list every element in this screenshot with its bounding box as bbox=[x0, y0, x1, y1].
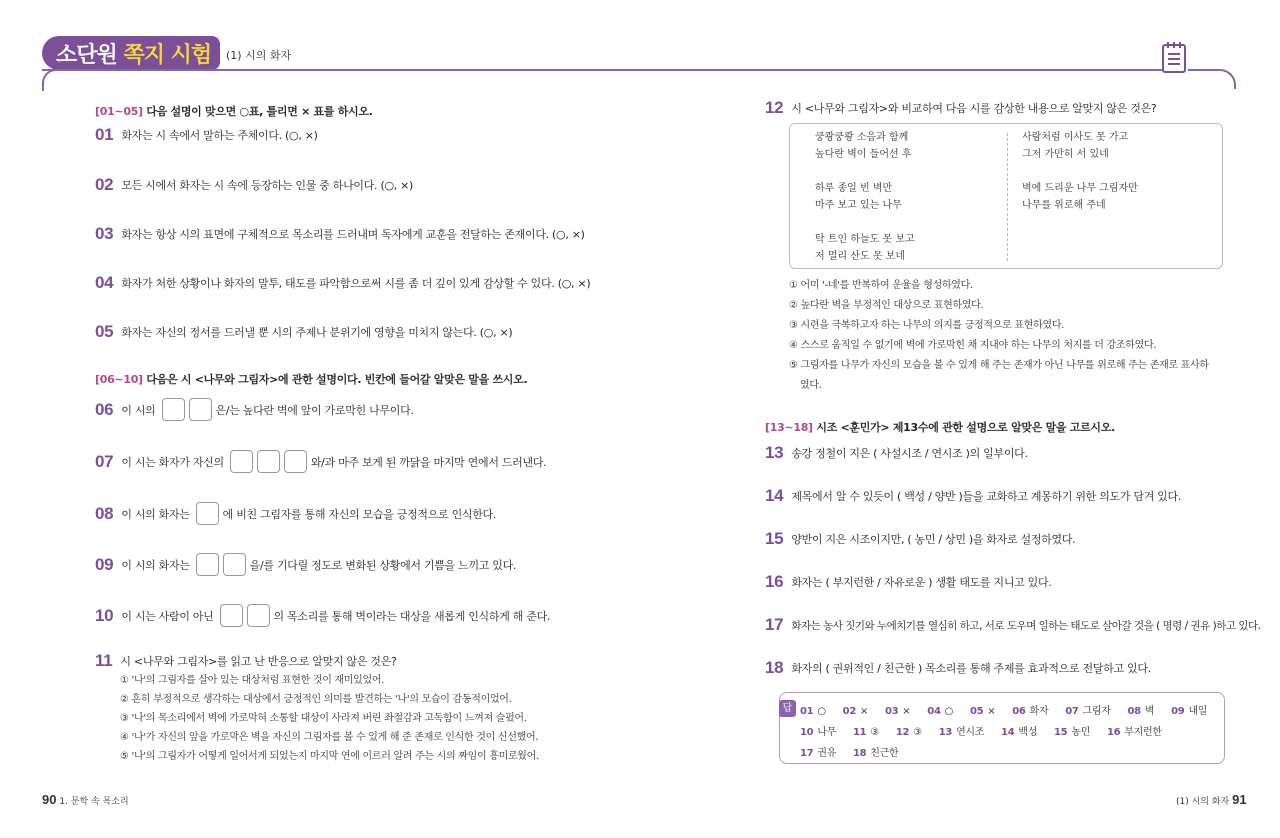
option[interactable]: ③ '나'의 목소리에서 벽에 가로막혀 소통할 대상이 사라져 버린 좌절감과 고독함이 느껴져 슬펐어. bbox=[120, 713, 527, 724]
option[interactable]: ④ 스스로 움직일 수 없기에 벽에 가로막힌 채 지내야 하는 나무의 처지를 더 강조하였다. bbox=[789, 340, 1157, 351]
footer-left bbox=[42, 792, 129, 807]
page-title: 소단원 쪽지 시험 bbox=[56, 43, 212, 68]
question-10: 10 이 시는 사람이 아닌 의 목소리를 통해 벽이라는 대상을 새롭게 인식하게 해 준다. bbox=[95, 604, 550, 627]
answer-blank[interactable] bbox=[223, 553, 246, 576]
footer-right bbox=[1176, 792, 1247, 807]
header-rule bbox=[42, 69, 1164, 71]
question-01: 01 화자는 시 속에서 말하는 주체이다. (○, ×) bbox=[95, 125, 318, 144]
option[interactable]: ① 어미 '-네'를 반복하여 운율을 형성하였다. bbox=[789, 280, 973, 291]
poem-line: 벽에 드리운 나무 그림자만 bbox=[1022, 183, 1138, 194]
page-number: 91 bbox=[1232, 792, 1247, 807]
answer-blank[interactable] bbox=[196, 502, 219, 525]
answer-blank[interactable] bbox=[189, 398, 212, 421]
question-12: 12 시 <나무와 그림자>와 비교하여 다음 시를 감상한 내용으로 알맞지 않은 것은? bbox=[765, 98, 1157, 117]
section-label: 1. 문학 속 목소리 bbox=[59, 797, 129, 807]
question-14: 14 제목에서 알 수 있듯이 ( 백성 / 양반 )들을 교화하고 계몽하기 위한 의도가 담겨 있다. bbox=[765, 486, 1182, 505]
answer-row-1: 01 ○ 02 × 03 × 04 ○ 05 × 06 화자 07 그림자 08 벽 09 내일 bbox=[800, 706, 1208, 717]
poem-line: 나무를 위로해 주네 bbox=[1022, 200, 1106, 211]
option[interactable]: ② 높다란 벽을 부정적인 대상으로 표현하였다. bbox=[789, 300, 984, 311]
instruction-13-18: [13~18] 시조 <훈민가> 제13수에 관한 설명으로 알맞은 말을 고르시오. bbox=[765, 421, 1115, 434]
poem-line: 높다란 벽이 들어선 후 bbox=[815, 149, 912, 160]
answer-blank[interactable] bbox=[284, 450, 307, 473]
question-03: 03 화자는 항상 시의 표면에 구체적으로 목소리를 드러내며 독자에게 교훈을 전달하는 존재이다. (○, ×) bbox=[95, 224, 585, 243]
poem-line: 사람처럼 이사도 못 가고 bbox=[1022, 132, 1129, 143]
option[interactable]: ① '나'의 그림자를 살아 있는 대상처럼 표현한 것이 재미있었어. bbox=[120, 675, 385, 686]
section-label: (1) 시의 화자 bbox=[1176, 797, 1230, 807]
poem-line: 쿵쾅쿵쾅 소음과 함께 bbox=[815, 132, 909, 143]
header-curve-right bbox=[1208, 69, 1236, 89]
question-02: 02 모든 시에서 화자는 시 속에 등장하는 인물 중 하나이다. (○, ×) bbox=[95, 175, 414, 194]
answer-row-2: 10 나무 11 ③ 12 ③ 13 연시조 14 백성 15 농민 16 부지런한 bbox=[800, 727, 1162, 738]
notepad-icon bbox=[1160, 40, 1188, 78]
question-11: 11 시 <나무와 그림자>를 읽고 난 반응으로 알맞지 않은 것은? bbox=[95, 651, 397, 670]
option[interactable]: ④ '나'가 자신의 앞을 가로막은 벽을 자신의 그림자를 볼 수 있게 해 준 존재로 인식한 것이 신선했어. bbox=[120, 732, 539, 743]
page-subtitle: (1) 시의 화자 bbox=[226, 49, 292, 62]
answer-blank[interactable] bbox=[220, 604, 243, 627]
question-17: 17 화자는 농사 짓기와 누에치기를 열심히 하고, 서로 도우며 일하는 태도로 살아갈 것을 ( 명령 / 권유 )하고 있다. bbox=[765, 615, 1261, 634]
poem-line: 탁 트인 하늘도 못 보고 bbox=[815, 234, 915, 245]
question-13: 13 송강 정철이 지은 ( 사설시조 / 연시조 )의 일부이다. bbox=[765, 443, 1028, 462]
question-15: 15 양반이 지은 시조이지만, ( 농민 / 상민 )을 화자로 설정하였다. bbox=[765, 529, 1076, 548]
instruction-06-10: [06~10] 다음은 시 <나무와 그림자>에 관한 설명이다. 빈칸에 들어갈 알맞은 말을 쓰시오. bbox=[95, 373, 528, 386]
question-16: 16 화자는 ( 부지런한 / 자유로운 ) 생활 태도를 지니고 있다. bbox=[765, 572, 1052, 591]
answer-row-3: 17 권유 18 친근한 bbox=[800, 748, 899, 759]
question-06: 06 이 시의 은/는 높다란 벽에 앞이 가로막힌 나무이다. bbox=[95, 398, 414, 421]
answer-blank[interactable] bbox=[230, 450, 253, 473]
question-04: 04 화자가 처한 상황이나 화자의 말투, 태도를 파악함으로써 시를 좀 더 깊이 있게 감상할 수 있다. (○, ×) bbox=[95, 273, 591, 292]
answer-blank[interactable] bbox=[247, 604, 270, 627]
question-05: 05 화자는 자신의 정서를 드러낼 뿐 시의 주제나 분위기에 영향을 미치지 않는다. (○, ×) bbox=[95, 322, 513, 341]
header-curve-left bbox=[42, 69, 56, 91]
poem-line: 마주 보고 있는 나무 bbox=[815, 200, 902, 211]
option[interactable]: ② 흔히 부정적으로 생각하는 대상에서 긍정적인 의미를 발견하는 '나'의 모습이 감동적이었어. bbox=[120, 694, 512, 705]
option[interactable]: ⑤ 그림자를 나무가 자신의 모습을 볼 수 있게 해 주는 존재가 아닌 나무를 위로해 주는 존재로 표사하 bbox=[789, 360, 1209, 371]
option[interactable]: ③ 시련을 극복하고자 하는 나무의 의지를 긍정적으로 표현하였다. bbox=[789, 320, 1065, 331]
question-07: 07 이 시는 화자가 자신의 와/과 마주 보게 된 까닭을 마지막 연에서 드러낸다. bbox=[95, 450, 546, 473]
option-continued: 였다. bbox=[800, 380, 822, 391]
answer-blank[interactable] bbox=[196, 553, 219, 576]
option[interactable]: ⑤ '나'의 그림자가 어떻게 일어서게 되었는지 마지막 연에 이르러 알려 주는 시의 짜임이 흥미로웠어. bbox=[120, 751, 539, 762]
question-11-options bbox=[120, 671, 539, 766]
page-number: 90 bbox=[42, 792, 57, 807]
answer-blank[interactable] bbox=[257, 450, 280, 473]
answer-blank[interactable] bbox=[162, 398, 185, 421]
poem-right-column bbox=[1022, 129, 1138, 214]
poem-line: 하루 종일 빈 벽만 bbox=[815, 183, 893, 194]
poem-line: 저 멀리 산도 못 보네 bbox=[815, 251, 905, 262]
instruction-01-05: [01~05] 다음 설명이 맞으면 ○표, 틀리면 × 표를 하시오. bbox=[95, 105, 373, 118]
question-12-options bbox=[789, 276, 1209, 396]
poem-line: 그저 가만히 서 있네 bbox=[1022, 149, 1109, 160]
question-18: 18 화자의 ( 권위적인 / 친근한 ) 목소리를 통해 주제를 효과적으로 전달하고 있다. bbox=[765, 658, 1151, 677]
poem-divider bbox=[1007, 133, 1008, 261]
poem-left-column bbox=[815, 129, 915, 265]
question-09: 09 이 시의 화자는 을/를 기다릴 정도로 변화된 상황에서 기쁨을 느끼고 있다. bbox=[95, 553, 516, 576]
answer-label: 답 bbox=[779, 700, 796, 717]
question-08: 08 이 시의 화자는 에 비친 그림자를 통해 자신의 모습을 긍정적으로 인식한다. bbox=[95, 502, 496, 525]
